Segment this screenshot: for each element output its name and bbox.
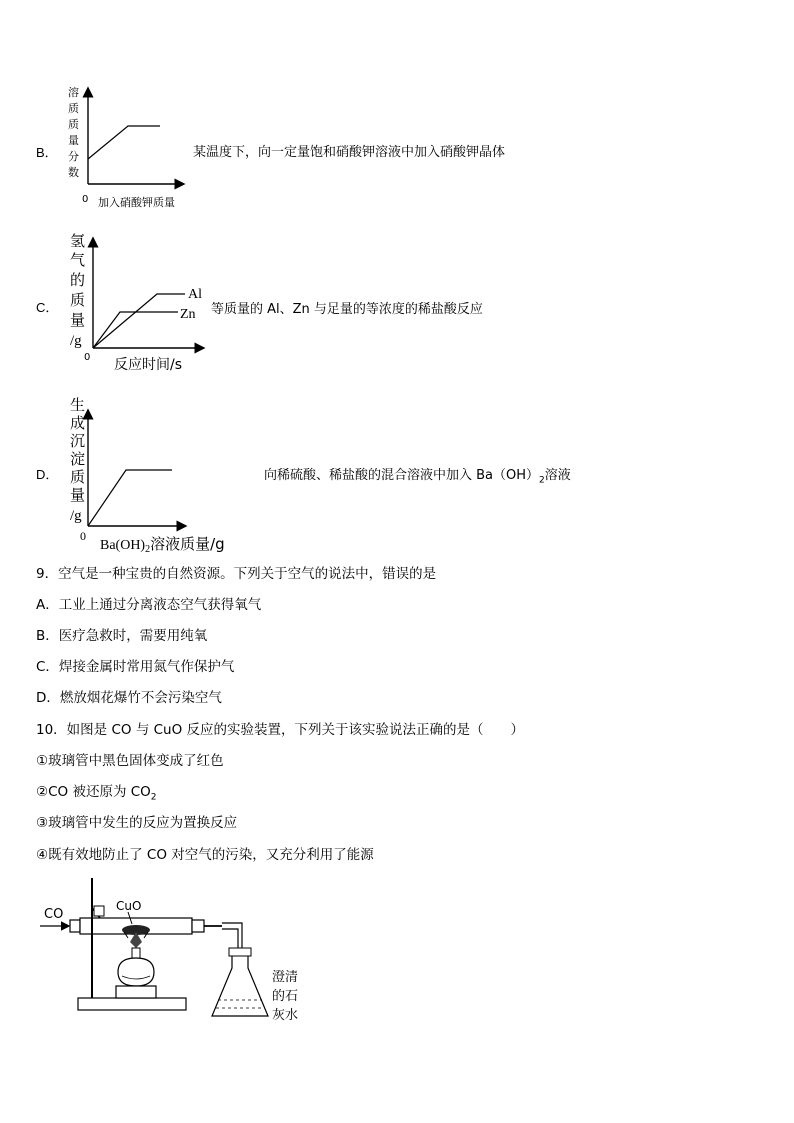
y-label-char: 质 [70, 468, 86, 486]
question-9-option-b: B．医疗急救时，需要用纯氧 [36, 628, 208, 644]
origin-label: 0 [82, 194, 89, 205]
y-label-char: 气 [70, 251, 86, 269]
precipitate-curve [88, 470, 172, 526]
origin-label: 0 [84, 352, 91, 363]
y-label-char: 溶 [68, 86, 79, 99]
precipitate-mass-graph [60, 392, 270, 558]
x-axis-label-rest: 溶液质量/g [150, 535, 225, 553]
alcohol-lamp [118, 958, 154, 986]
option-d-description-rest: 溶液 [544, 468, 571, 483]
y-label-char: 的 [70, 271, 86, 289]
y-label-unit: /g [70, 508, 82, 524]
option-d-description [264, 464, 571, 486]
y-label-char: 质 [68, 118, 79, 131]
fraction-curve [88, 126, 160, 159]
y-label-char: 数 [68, 166, 79, 179]
question-10-statement-2 [36, 780, 157, 803]
option-d-letter: D． [36, 467, 59, 482]
zn-label: Zn [180, 307, 196, 322]
lamp-wick [132, 948, 140, 958]
limewater-label-line: 的石 [272, 989, 299, 1004]
statement-2-subscript: 2 [150, 792, 157, 803]
limewater-label-line: 澄清 [272, 970, 299, 985]
y-label-char: 量 [68, 134, 79, 147]
zn-curve [93, 312, 178, 348]
question-10-statement-3: ③玻璃管中发生的反应为置换反应 [36, 815, 238, 831]
origin-label: 0 [80, 529, 86, 543]
co-reduction-apparatus [36, 868, 316, 1033]
cuo-label: CuO [116, 899, 142, 913]
x-axis-label-formula: Ba(OH) [100, 538, 146, 553]
y-label-char: 淀 [70, 450, 86, 468]
lamp-stand [116, 986, 156, 998]
co-label: CO [44, 907, 64, 922]
y-label-char: 量 [70, 311, 86, 329]
question-9-option-d: D．燃放烟花爆竹不会污染空气 [36, 690, 222, 706]
hydrogen-mass-graph [60, 228, 220, 376]
y-label-unit: /g [70, 333, 82, 349]
flask-stopper [229, 948, 251, 956]
question-9-option-a: A．工业上通过分离液态空气获得氧气 [36, 597, 262, 613]
solute-fraction-graph [58, 84, 198, 214]
y-label-char: 量 [70, 486, 86, 504]
question-10-statement-1: ①玻璃管中黑色固体变成了红色 [36, 753, 224, 769]
y-label-char: 分 [68, 150, 79, 163]
conical-flask [212, 954, 268, 1016]
al-curve [93, 294, 185, 348]
y-label-char: 氢 [70, 232, 86, 250]
option-b-letter: B． [36, 145, 58, 160]
x-axis-label [100, 535, 225, 555]
y-label-char: 质 [68, 102, 79, 115]
x-axis-label-subscript: 2 [145, 544, 151, 555]
al-label: Al [188, 287, 202, 302]
question-10-stem: 10．如图是 CO 与 CuO 反应的实验装置，下列关于该实验说法正确的是（ ） [36, 722, 525, 738]
y-label-char: 沉 [70, 432, 86, 450]
outlet-pipe [222, 923, 242, 948]
option-d-description-main: 向稀硫酸、稀盐酸的混合溶液中加入 Ba（OH） [264, 468, 540, 483]
stand-base [78, 998, 186, 1010]
inlet-stopper [70, 920, 80, 932]
y-label-char: 成 [70, 414, 86, 432]
option-d-description-subscript: 2 [539, 475, 545, 486]
question-10-statement-4: ④既有效地防止了 CO 对空气的污染，又充分利用了能源 [36, 847, 374, 863]
option-b-description: 某温度下，向一定量饱和硝酸钾溶液中加入硝酸钾晶体 [193, 145, 506, 160]
x-axis-label: 反应时间/s [114, 357, 183, 373]
option-c-letter: C． [36, 300, 59, 315]
question-9-option-c: C．焊接金属时常用氮气作保护气 [36, 659, 235, 675]
question-9-stem: 9．空气是一种宝贵的自然资源。下列关于空气的说法中，错误的是 [36, 566, 437, 582]
limewater-label-line: 灰水 [272, 1008, 299, 1023]
y-label-char: 质 [70, 291, 86, 309]
outlet-stopper [192, 920, 204, 932]
y-label-char: 生 [70, 396, 86, 414]
option-c-description: 等质量的 Al、Zn 与足量的等浓度的稀盐酸反应 [211, 302, 483, 317]
statement-2-main: ②CO 被还原为 CO [36, 784, 151, 800]
x-axis-label: 加入硝酸钾质量 [98, 196, 175, 209]
